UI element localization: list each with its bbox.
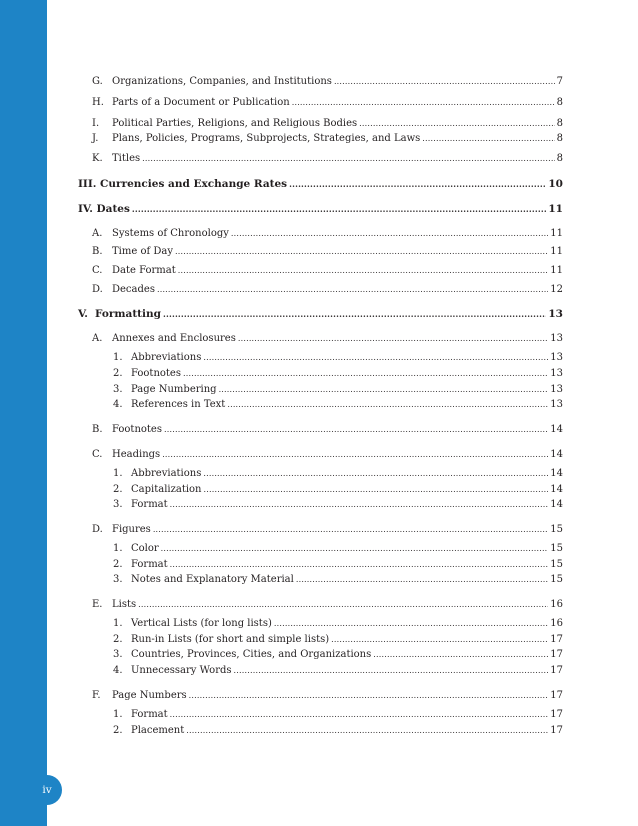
toc-title: Unnecessary Words <box>131 665 232 676</box>
toc-title: Titles <box>112 153 141 164</box>
toc-letter: I. <box>92 118 100 129</box>
toc-entry-v-c-1[interactable] <box>113 467 563 481</box>
toc-title: Notes and Explanatory Material <box>131 574 294 585</box>
toc-num: 4. <box>113 665 123 676</box>
toc-section-iii[interactable] <box>78 177 563 191</box>
toc-title: Formatting <box>95 308 161 320</box>
toc-title: Abbreviations <box>131 352 202 363</box>
toc-num: 1. <box>113 468 123 479</box>
toc-page: 7 <box>556 76 563 87</box>
toc-num: 2. <box>113 725 123 736</box>
toc-num: 3. <box>113 384 123 395</box>
toc-num: 2. <box>113 484 123 495</box>
toc-letter: A. <box>92 228 103 239</box>
toc-entry-v-e-1[interactable] <box>113 617 563 631</box>
toc-entry-iv-c[interactable] <box>92 264 563 278</box>
toc-num: 3. <box>113 574 123 585</box>
toc-num: 3. <box>113 649 123 660</box>
dot-leader <box>204 483 549 497</box>
toc-num: 2. <box>113 559 123 570</box>
toc-entry-v-e[interactable] <box>92 598 563 612</box>
toc-title: IV. Dates <box>78 203 130 215</box>
toc-letter: C. <box>92 265 103 276</box>
dot-leader <box>153 523 548 537</box>
toc-letter: J. <box>92 133 99 144</box>
dot-leader <box>296 573 548 587</box>
toc-page: 13 <box>548 308 563 320</box>
toc-title: Footnotes <box>131 368 181 379</box>
toc-entry-v-c[interactable] <box>92 448 563 462</box>
toc-page: 17 <box>550 665 563 676</box>
dot-leader <box>274 617 548 631</box>
toc-title: Date Format <box>112 265 176 276</box>
toc-title: Vertical Lists (for long lists) <box>131 618 272 629</box>
toc-page: 11 <box>550 246 563 257</box>
dot-leader <box>163 307 546 321</box>
dot-leader <box>203 351 548 365</box>
dot-leader <box>170 708 549 722</box>
dot-leader <box>170 498 549 512</box>
toc-entry-v-e-2[interactable] <box>113 633 563 647</box>
toc-num: 1. <box>113 709 123 720</box>
toc-title: Format <box>131 559 168 570</box>
toc-entry-v-e-3[interactable] <box>113 648 563 662</box>
toc-title: Footnotes <box>112 424 162 435</box>
toc-num: 1. <box>113 543 123 554</box>
toc-title: Page Numbering <box>131 384 217 395</box>
toc-letter: C. <box>92 449 103 460</box>
toc-page: 16 <box>550 618 563 629</box>
dot-leader <box>422 132 554 146</box>
dot-leader <box>142 152 554 166</box>
toc-letter: A. <box>92 333 103 344</box>
toc-page: 14 <box>550 468 563 479</box>
toc-letter: K. <box>92 153 103 164</box>
toc-title: Abbreviations <box>131 468 202 479</box>
toc-entry-iv-b[interactable] <box>92 245 563 259</box>
toc-title: Page Numbers <box>112 690 187 701</box>
toc-title: Political Parties, Religions, and Religious Bodies <box>112 118 358 129</box>
toc-entry-v-d[interactable] <box>92 523 563 537</box>
toc-page: 15 <box>550 559 563 570</box>
toc-title: Lists <box>112 599 137 610</box>
dot-leader <box>186 724 548 738</box>
toc-title: Time of Day <box>112 246 173 257</box>
dot-leader <box>157 283 548 297</box>
toc-page: 17 <box>550 725 563 736</box>
toc-entry-g[interactable] <box>92 75 563 89</box>
dot-leader <box>138 598 548 612</box>
toc-letter: H. <box>92 97 104 108</box>
dot-leader <box>331 633 548 647</box>
toc-title: Countries, Provinces, Cities, and Organizations <box>131 649 372 660</box>
toc-title: Plans, Policies, Programs, Subprojects, Strategies, and Laws <box>112 133 421 144</box>
dot-leader <box>178 264 549 278</box>
toc-title: Placement <box>131 725 185 736</box>
toc-page: 13 <box>550 352 563 363</box>
toc-page: 14 <box>550 499 563 510</box>
toc-entry-h[interactable] <box>92 96 563 110</box>
toc-num: 4. <box>113 399 123 410</box>
toc-entry-k[interactable] <box>92 152 563 166</box>
dot-leader <box>227 398 548 412</box>
toc-num: 2. <box>113 368 123 379</box>
toc-page: 16 <box>550 599 563 610</box>
toc-letter: F. <box>92 690 101 701</box>
dot-leader <box>292 96 555 110</box>
dot-leader <box>162 448 548 462</box>
toc-title: Decades <box>112 284 155 295</box>
toc-page: 13 <box>550 384 563 395</box>
toc-page: 15 <box>550 543 563 554</box>
dot-leader <box>219 383 549 397</box>
toc-entry-iv-d[interactable] <box>92 283 563 297</box>
toc-numeral: V. <box>78 308 88 320</box>
toc-title: Parts of a Document or Publication <box>112 97 290 108</box>
toc-entry-v-d-1[interactable] <box>113 542 563 556</box>
dot-leader <box>231 227 548 241</box>
dot-leader <box>334 75 555 89</box>
toc-entry-v-c-3[interactable] <box>113 498 563 512</box>
toc-title: Format <box>131 709 168 720</box>
toc-page: 13 <box>550 368 563 379</box>
dot-leader <box>189 689 549 703</box>
dot-leader <box>164 423 548 437</box>
toc-section-iv[interactable] <box>78 202 563 216</box>
toc-entry-v-d-2[interactable] <box>113 558 563 572</box>
toc-title: Figures <box>112 524 151 535</box>
toc-title: Headings <box>112 449 161 460</box>
dot-leader <box>175 245 548 259</box>
dot-leader <box>359 117 554 131</box>
toc-page: 13 <box>550 333 563 344</box>
toc-page: 8 <box>556 153 563 164</box>
toc-entry-v-a-2[interactable] <box>113 367 563 381</box>
toc-title: Systems of Chronology <box>112 228 229 239</box>
toc-page: 14 <box>550 484 563 495</box>
dot-leader <box>234 664 549 678</box>
dot-leader <box>373 648 548 662</box>
toc-page: 8 <box>556 97 563 108</box>
dot-leader <box>183 367 548 381</box>
toc-entry-v-d-3[interactable] <box>113 573 563 587</box>
toc-num: 1. <box>113 352 123 363</box>
toc-entry-v-a-4[interactable] <box>113 398 563 412</box>
page-number-badge: iv <box>32 775 62 805</box>
toc-title: III. Currencies and Exchange Rates <box>78 178 288 190</box>
toc-entry-v-f-2[interactable] <box>113 724 563 738</box>
toc-entry-v-f-1[interactable] <box>113 708 563 722</box>
toc-page: 15 <box>550 574 563 585</box>
dot-leader <box>161 542 549 556</box>
toc-num: 1. <box>113 618 123 629</box>
toc-page: 13 <box>550 399 563 410</box>
toc-section-v[interactable] <box>78 307 563 321</box>
toc-entry-v-f[interactable] <box>92 689 563 703</box>
dot-leader <box>238 332 548 346</box>
toc-entry-v-c-2[interactable] <box>113 483 563 497</box>
toc-entry-v-e-4[interactable] <box>113 664 563 678</box>
dot-leader <box>132 202 546 216</box>
dot-leader <box>289 177 546 191</box>
toc-entry-v-a-1[interactable] <box>113 351 563 365</box>
toc-entry-iv-a[interactable] <box>92 227 563 241</box>
toc-page: 8 <box>556 133 563 144</box>
toc-page: 12 <box>550 284 563 295</box>
toc-title: Run-in Lists (for short and simple lists) <box>131 634 330 645</box>
toc-num: 3. <box>113 499 123 510</box>
toc-entry-j[interactable] <box>92 132 563 146</box>
toc-num: 2. <box>113 634 123 645</box>
toc-letter: B. <box>92 246 103 257</box>
toc-page: 11 <box>548 203 563 215</box>
toc-page: 15 <box>550 524 563 535</box>
toc-page: 17 <box>550 709 563 720</box>
toc-page: 14 <box>550 424 563 435</box>
toc-letter: D. <box>92 284 103 295</box>
dot-leader <box>203 467 548 481</box>
toc-page: 11 <box>550 228 563 239</box>
toc-page: 11 <box>550 265 563 276</box>
toc-title: Color <box>131 543 159 554</box>
toc-page: 10 <box>548 178 563 190</box>
toc-letter: B. <box>92 424 103 435</box>
toc-title: Annexes and Enclosures <box>112 333 236 344</box>
dot-leader <box>170 558 549 572</box>
toc-page: 8 <box>556 118 563 129</box>
toc-entry-i[interactable] <box>92 117 563 131</box>
toc-title: Capitalization <box>131 484 202 495</box>
toc-entry-v-a-3[interactable] <box>113 383 563 397</box>
toc-entry-v-b[interactable] <box>92 423 563 437</box>
toc-letter: E. <box>92 599 103 610</box>
toc-page: 17 <box>550 634 563 645</box>
toc-page: 17 <box>550 649 563 660</box>
toc-title: References in Text <box>131 399 226 410</box>
toc-page: 17 <box>550 690 563 701</box>
toc-page: 14 <box>550 449 563 460</box>
toc-letter: D. <box>92 524 103 535</box>
toc-letter: G. <box>92 76 103 87</box>
toc-title: Format <box>131 499 168 510</box>
toc-title: Organizations, Companies, and Institutions <box>112 76 332 87</box>
toc-entry-v-a[interactable] <box>92 332 563 346</box>
